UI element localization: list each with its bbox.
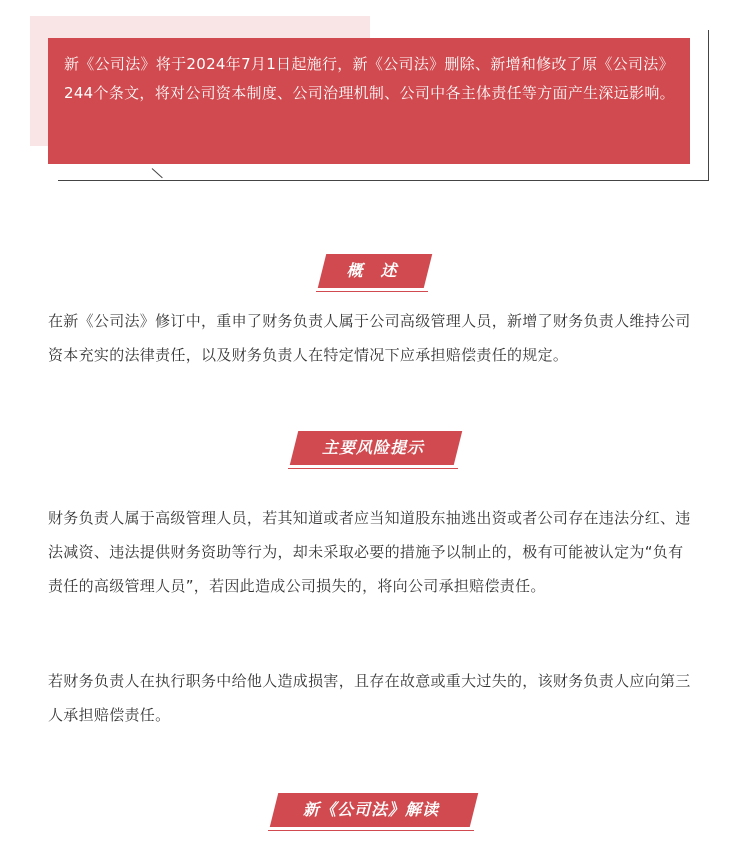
risks-paragraph-2: 若财务负责人在执行职务中给他人造成损害，且存在故意或重大过失的，该财务负责人应向第三人承担赔偿责任。 (48, 672, 691, 724)
intro-box (48, 38, 690, 164)
section-title-interpretation (268, 793, 474, 831)
section-title-label: 主要风险提示 (321, 438, 424, 457)
risks-paragraph-1: 财务负责人属于高级管理人员，若其知道或者应当知道股东抽逃出资或者公司存在违法分红、违法减资、违法提供财务资助等行为，却未采取必要的措施予以制止的，极有可能被认定为“负有责任的高级管理人员”，若因此造成公司损失的，将向公司承担赔偿责任。 (48, 509, 691, 595)
section-title-label: 概 述 (346, 261, 398, 280)
section-title-underline (288, 468, 458, 469)
section-title-underline (316, 291, 428, 292)
section-title-risks (288, 431, 458, 469)
overview-paragraph: 在新《公司法》修订中，重申了财务负责人属于公司高级管理人员，新增了财务负责人维持公司资本充实的法律责任，以及财务负责人在特定情况下应承担赔偿责任的规定。 (48, 312, 691, 364)
section-title-label: 新《公司法》解读 (302, 800, 439, 819)
intro-text: 新《公司法》将于2024年7月1日起施行，新《公司法》删除、新增和修改了原《公司法》244个条文，将对公司资本制度、公司治理机制、公司中各主体责任等方面产生深远影响。 (64, 55, 675, 102)
section-title-overview (316, 254, 428, 292)
section-title-underline (268, 830, 474, 831)
